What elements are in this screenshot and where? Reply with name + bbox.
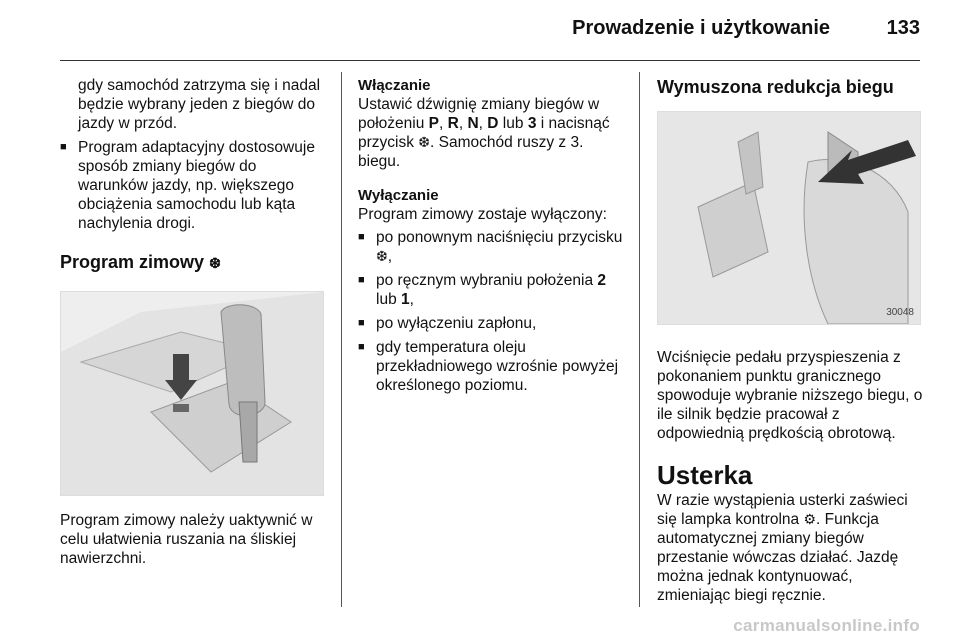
fault-text: W razie wystąpienia usterki zaświeci się lampka kontrolna ⚙. Funkcja automatycznej zmiany biegów przestanie wówczas działać. Jazdę można jednak kontynuować, zmieniając biegi ręcznie.: [657, 492, 908, 604]
column-2: [358, 76, 626, 395]
gearbox-warning-icon: ⚙: [803, 511, 817, 527]
header-rule: [60, 60, 920, 61]
illustration-caption: Program zimowy należy uaktywnić w celu ułatwienia ruszania na śliskiej nawierzchni.: [60, 512, 313, 567]
disable-intro: Program zimowy zostaje wyłączony:: [358, 206, 607, 223]
column-divider: [341, 72, 342, 607]
snowflake-icon: ❆: [376, 248, 388, 264]
list-item: ■ gdy temperatura oleju przekładniowego wzrośnie powyżej określonego poziomu.: [358, 338, 626, 395]
pedal-drawing: [658, 112, 920, 324]
page-header: [0, 0, 960, 60]
disable-heading: Wyłączanie: [358, 187, 439, 204]
gear-lever-illustration: [60, 291, 324, 496]
fault-heading: Usterka: [657, 460, 753, 490]
section-heading: Wymuszona redukcja biegu: [657, 77, 894, 97]
bullet-list: [358, 228, 626, 395]
column-divider: [639, 72, 640, 607]
image-number: 30048: [886, 307, 914, 318]
enable-heading: Włączanie: [358, 77, 431, 94]
heading-text: Program zimowy: [60, 252, 205, 272]
column-1: [60, 76, 328, 568]
snowflake-icon: ❆: [418, 134, 431, 150]
list-item: ■ po ręcznym wybraniu położenia 2 lub 1,: [358, 271, 626, 309]
pedal-illustration: [657, 111, 921, 325]
watermark: carmanualsonline.info: [733, 616, 920, 635]
bullet-list: [60, 138, 328, 233]
list-item: ■ po wyłączeniu zapłonu,: [358, 314, 626, 333]
page-number: 133: [886, 17, 920, 39]
snowflake-icon: ❆: [209, 255, 221, 271]
column-3: [657, 76, 925, 605]
kickdown-text: Wciśnięcie pedału przyspieszenia z pokonaniem punktu granicznego spowoduje wybranie niższego biegu, o ile silnik będzie pracował z odpowiednią prędkością obrotową.: [657, 349, 923, 442]
list-item: ■ Program adaptacyjny dostosowuje sposób zmiany biegów do warunków jazdy, np. większego obciążenia samochodu lub kąta nachylenia drogi.: [60, 138, 328, 233]
gear-lever-drawing: [61, 292, 323, 495]
header-title: Prowadzenie i użytkowanie: [572, 17, 830, 39]
enable-text: Ustawić dźwignię zmiany biegów w położeniu P, R, N, D lub 3 i nacisnąć przycisk ❆. Samochód ruszy z 3. biegu.: [358, 96, 610, 170]
section-heading: [60, 251, 328, 274]
list-item: ■ po ponownym naciśnięciu przycisku ❆,: [358, 228, 626, 266]
continued-paragraph: gdy samochód zatrzyma się i nadal będzie wybrany jeden z biegów do jazdy w przód.: [78, 77, 321, 132]
